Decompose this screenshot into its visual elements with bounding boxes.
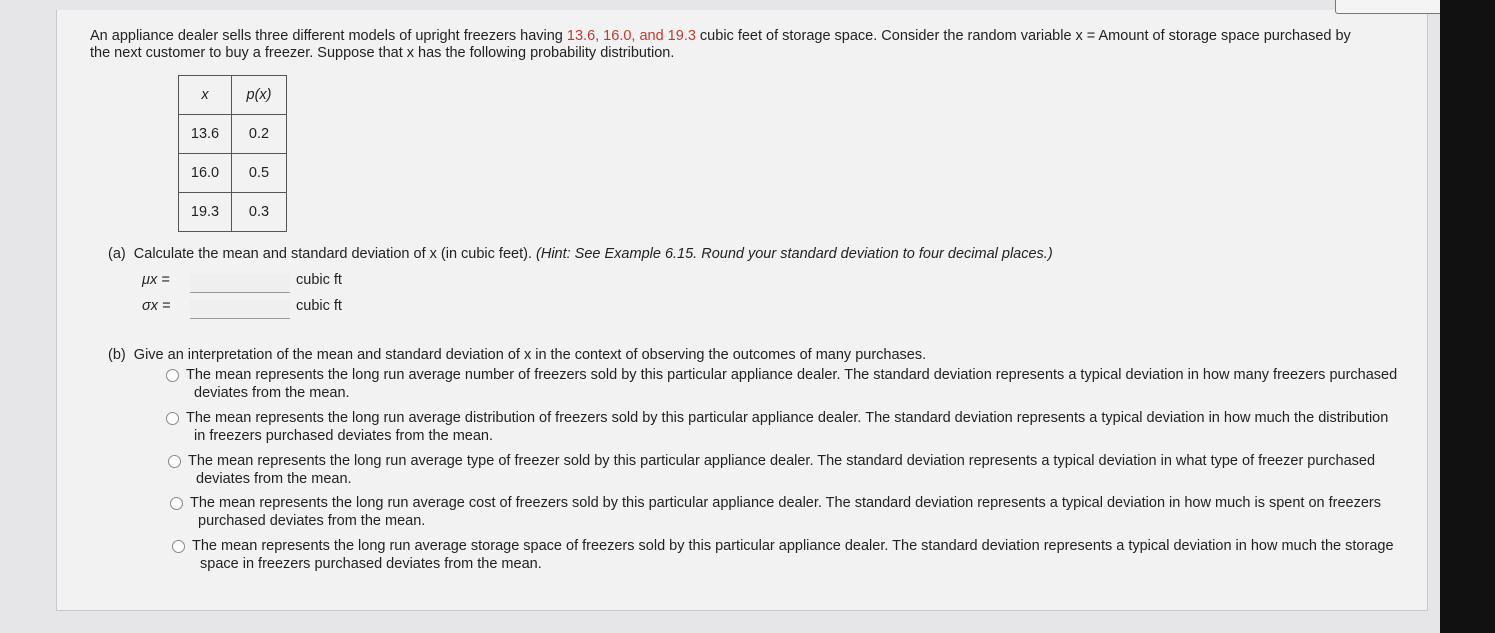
option-text: in freezers purchased deviates from the mean. [194, 428, 494, 444]
option-text: deviates from the mean. [194, 385, 350, 401]
radio-button[interactable] [166, 412, 179, 425]
radio-button[interactable] [168, 455, 181, 468]
option-2[interactable] [166, 409, 1426, 445]
option-text: The mean represents the long run average cost of freezers sold by this particular appliance dealer. The standard deviation represents a typical deviation in how much is spent on freezers [190, 495, 1382, 511]
radio-button[interactable] [166, 369, 179, 382]
table-cell: 0.3 [232, 193, 287, 232]
problem-statement [90, 28, 1430, 62]
mean-unit: cubic ft [296, 272, 342, 288]
mu-label: μx = [142, 272, 170, 288]
part-a-label: (a) [108, 246, 126, 262]
option-text: The mean represents the long run average number of freezers sold by this particular appliance dealer. The standard deviation represents a typical deviation in how many freezers purchased [186, 367, 1398, 383]
part-b-label: (b) [108, 347, 126, 363]
table-cell: 16.0 [179, 154, 232, 193]
part-a-question [108, 246, 1053, 262]
option-text: The mean represents the long run average storage space of freezers sold by this particular appliance dealer. The standard deviation represents a typical deviation in how much the storage [192, 538, 1394, 554]
option-4[interactable] [170, 494, 1426, 530]
table-cell: 0.2 [232, 115, 287, 154]
option-text: The mean represents the long run average type of freezer sold by this particular appliance dealer. The standard deviation represents a typical deviation in what type of freezer purchased [188, 453, 1376, 469]
window-edge [1440, 0, 1495, 633]
probability-table [178, 75, 287, 232]
intro-text-1: An appliance dealer sells three different models of upright freezers having [90, 28, 567, 44]
table-cell: 0.5 [232, 154, 287, 193]
intro-text-3: the next customer to buy a freezer. Suppose that x has the following probability distribution. [90, 45, 675, 61]
table-cell: 13.6 [179, 115, 232, 154]
intro-values: 13.6, 16.0, and 19.3 [566, 28, 696, 44]
part-b-text: Give an interpretation of the mean and standard deviation of x in the context of observing the outcomes of many purchases. [133, 347, 927, 363]
part-a-hint: (Hint: See Example 6.15. Round your standard deviation to four decimal places.) [536, 246, 1053, 262]
option-3[interactable] [168, 452, 1426, 488]
option-text: The mean represents the long run average distribution of freezers sold by this particular appliance dealer. The standard deviation represents a typical deviation in how much the distribution [186, 410, 1389, 426]
top-button[interactable] [1335, 0, 1449, 14]
radio-button[interactable] [172, 540, 185, 553]
std-dev-input[interactable] [190, 300, 290, 319]
table-row [179, 115, 287, 154]
part-b-question [108, 347, 926, 363]
table-row [179, 154, 287, 193]
radio-button[interactable] [170, 497, 183, 510]
std-dev-unit: cubic ft [296, 298, 342, 314]
mean-input[interactable] [190, 274, 290, 293]
table-row [179, 193, 287, 232]
option-1[interactable] [166, 366, 1426, 402]
option-text: space in freezers purchased deviates from the mean. [200, 556, 542, 572]
part-a-text: Calculate the mean and standard deviation of x (in cubic feet). [133, 246, 532, 262]
option-5[interactable] [172, 537, 1426, 573]
table-header-px: p(x) [232, 76, 287, 115]
option-text: deviates from the mean. [196, 471, 352, 487]
table-header-x: x [179, 76, 232, 115]
table-cell: 19.3 [179, 193, 232, 232]
intro-text-2: cubic feet of storage space. Consider the random variable x = Amount of storage space purchased by [695, 28, 1351, 44]
option-text: purchased deviates from the mean. [198, 513, 426, 529]
sigma-label: σx = [142, 298, 171, 314]
